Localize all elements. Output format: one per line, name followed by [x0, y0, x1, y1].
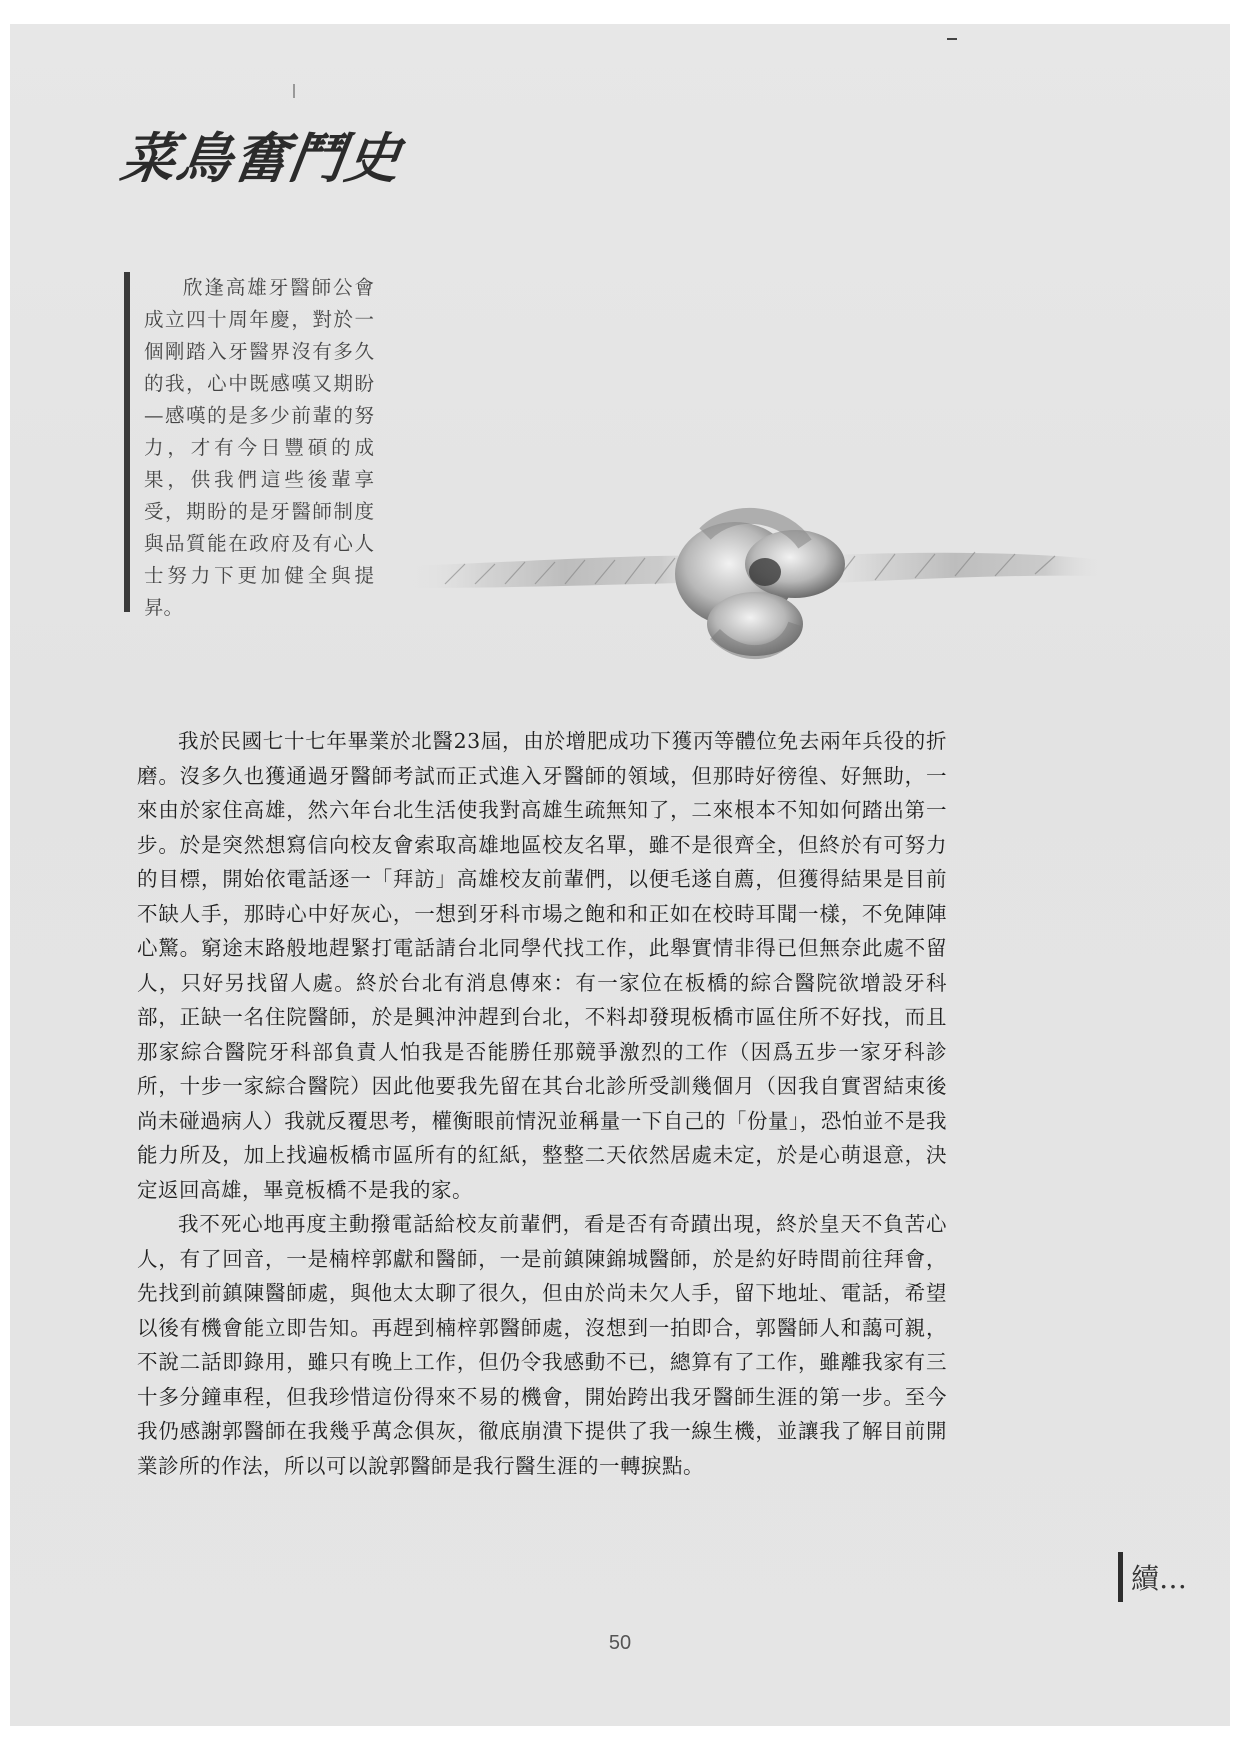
intro-box	[124, 272, 374, 619]
continued-label: 續…	[1131, 1562, 1188, 1595]
scan-artifact	[293, 84, 295, 98]
body-paragraph: 我不死心地再度主動撥電話給校友前輩們，看是否有奇蹟出現，終於皇天不負苦心人，有了回音，一是楠梓郭獻和醫師，一是前鎮陳錦城醫師，於是約好時間前往拜會，先找到前鎮陳醫師處，與他太太聊了很久，但由於尚未欠人手，留下地址、電話，希望以後有機會能立即告知。再趕到楠梓郭醫師處，沒想到一拍即合，郭醫師人和藹可親，不說二話即錄用，雖只有晚上工作，但仍令我感動不已，總算有了工作，雖離我家有三十多分鐘車程，但我珍惜這份得來不易的機會，開始跨出我牙醫師生涯的第一步。至今我仍感謝郭醫師在我幾乎萬念俱灰，徹底崩潰下提供了我一線生機，並讓我了解目前開業診所的作法，所以可以說郭醫師是我行醫生涯的一轉捩點。	[137, 1212, 947, 1478]
body-paragraph: 我於民國七十七年畢業於北醫23屆，由於增肥成功下獲丙等體位免去兩年兵役的折磨。沒多久也獲通過牙醫師考試而正式進入牙醫師的領域，但那時好徬徨、好無助，一來由於家住高雄，然六年台北生活使我對高雄生疏無知了，二來根本不知如何踏出第一步。於是突然想寫信向校友會索取高雄地區校友名單，雖不是很齊全，但終於有可努力的目標，開始依電話逐一「拜訪」高雄校友前輩們，以便毛遂自薦，但獲得結果是目前不缺人手，那時心中好灰心，一想到牙科市場之飽和和正如在校時耳聞一樣，不免陣陣心驚。窮途末路般地趕緊打電話請台北同學代找工作，此舉實情非得已但無奈此處不留人，只好另找留人處。終於台北有消息傳來：有一家位在板橋的綜合醫院欲增設牙科部，正缺一名住院醫師，於是興沖沖趕到台北，不料却發現板橋市區住所不好找，而且那家綜合醫院牙科部負責人怕我是否能勝任那競爭激烈的工作（因爲五步一家牙科診所，十步一家綜合醫院）因此他要我先留在其台北診所受訓幾個月（因我自實習結束後尚未碰過病人）我就反覆思考，權衡眼前情況並稱量一下自己的「份量」，恐怕並不是我能力所及，加上找遍板橋市區所有的紅紙，整整二天依然居處未定，於是心萌退意，決定返回高雄，畢竟板橋不是我的家。	[137, 729, 947, 1202]
scan-artifact	[947, 38, 957, 40]
intro-text: 欣逢高雄牙醫師公會成立四十周年慶，對於一個剛踏入牙醫界沒有多久的我，心中既感嘆又期盼—感嘆的是多少前輩的努力，才有今日豐碩的成果，供我們這些後輩享受，期盼的是牙醫師制度與品質能在政府及有心人士努力下更加健全與提昇。	[144, 276, 374, 619]
page-title: 菜鳥奮鬥史	[117, 126, 407, 190]
article-body	[137, 724, 947, 1483]
rope-knot-icon	[405, 504, 1105, 684]
continued-marker	[1118, 1552, 1187, 1602]
page-number: 50	[608, 1632, 632, 1654]
document-page	[10, 24, 1230, 1726]
